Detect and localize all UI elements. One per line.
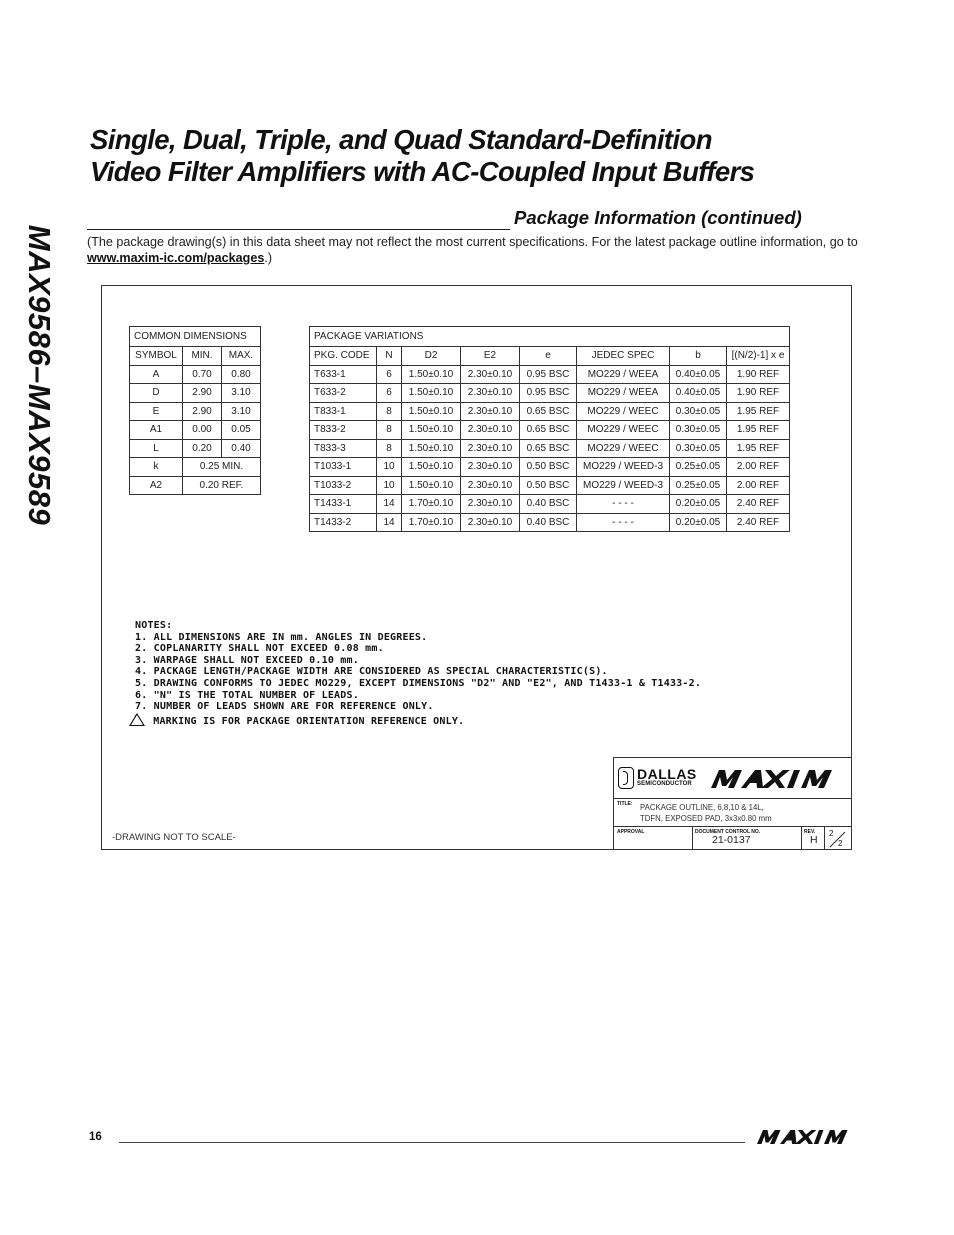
table-cell: MO229 / WEED-3 xyxy=(577,476,670,495)
title-label: TITLE: xyxy=(617,801,633,807)
column-header: e xyxy=(520,347,577,366)
table-cell: k xyxy=(130,458,183,477)
page-number: 16 xyxy=(89,1131,102,1143)
table-row xyxy=(310,402,790,421)
drawing-title-line-2: TDFN, EXPOSED PAD, 3x3x0.80 mm xyxy=(640,814,772,823)
table-cell: 0.05 xyxy=(222,421,261,440)
table-cell: MO229 / WEEC xyxy=(577,421,670,440)
warning-triangle-icon xyxy=(129,713,145,726)
table-cell: 2.90 xyxy=(183,384,222,403)
table-cell: 8 xyxy=(377,421,402,440)
notes xyxy=(135,620,701,727)
column-header: N xyxy=(377,347,402,366)
table-cell: 8 xyxy=(377,439,402,458)
table-cell: 1.70±0.10 xyxy=(402,495,461,514)
approval-cell xyxy=(614,827,693,849)
table-cell: A xyxy=(130,365,183,384)
note-item: 6. "N" IS THE TOTAL NUMBER OF LEADS. xyxy=(135,689,359,701)
column-header: b xyxy=(670,347,727,366)
table-cell: 1.95 REF xyxy=(727,402,790,421)
note-item-8 xyxy=(135,713,701,728)
column-header: SYMBOL xyxy=(130,347,183,366)
side-part-number-text: MAX9586–MAX9589 xyxy=(22,224,57,526)
title-block-bottom-row xyxy=(614,827,851,849)
table-cell: 10 xyxy=(377,476,402,495)
dallas-sub: SEMICONDUCTOR xyxy=(637,781,692,787)
table-row xyxy=(130,384,261,403)
doc-control-number: 21-0137 xyxy=(712,834,751,846)
table-cell: 2.00 REF xyxy=(727,476,790,495)
table-cell: 1.70±0.10 xyxy=(402,513,461,532)
column-header: PKG. CODE xyxy=(310,347,377,366)
table-cell: T633-2 xyxy=(310,384,377,403)
table-cell: 0.40 BSC xyxy=(520,513,577,532)
table-cell: 14 xyxy=(377,513,402,532)
note-8-number: 8 xyxy=(134,713,140,723)
column-header: [(N/2)-1] x e xyxy=(727,347,790,366)
table-row xyxy=(130,365,261,384)
table-cell: 0.25±0.05 xyxy=(670,458,727,477)
table-cell: 10 xyxy=(377,458,402,477)
table-cell: 0.40 xyxy=(222,439,261,458)
page-title-line-1: Single, Dual, Triple, and Quad Standard-Definition xyxy=(90,124,712,155)
table-cell: 0.40±0.05 xyxy=(670,384,727,403)
dallas-word: DALLAS xyxy=(637,766,697,782)
table-cell: 1.90 REF xyxy=(727,384,790,403)
table-cell: 3.10 xyxy=(222,402,261,421)
column-header: E2 xyxy=(461,347,520,366)
table-cell: 0.40 BSC xyxy=(520,495,577,514)
table-cell: 0.65 BSC xyxy=(520,421,577,440)
table-cell: E xyxy=(130,402,183,421)
drawing-not-to-scale: -DRAWING NOT TO SCALE- xyxy=(112,832,236,843)
table-cell: 0.70 xyxy=(183,365,222,384)
table-cell: 0.25±0.05 xyxy=(670,476,727,495)
packages-link[interactable]: www.maxim-ic.com/packages xyxy=(87,251,265,265)
table-cell: T833-1 xyxy=(310,402,377,421)
table-cell: 2.90 xyxy=(183,402,222,421)
table-cell: T1033-1 xyxy=(310,458,377,477)
table-cell: 1.50±0.10 xyxy=(402,421,461,440)
package-drawing-frame xyxy=(101,285,852,850)
table-cell: T1433-2 xyxy=(310,513,377,532)
title-block-logos xyxy=(614,758,851,799)
table-cell: 1.50±0.10 xyxy=(402,439,461,458)
title-block xyxy=(613,757,851,849)
package-variations-table xyxy=(309,326,790,532)
table-cell: 0.95 BSC xyxy=(520,365,577,384)
side-part-number xyxy=(14,210,64,540)
table-cell: - - - - xyxy=(577,513,670,532)
table-cell: T833-3 xyxy=(310,439,377,458)
page-title xyxy=(90,124,890,188)
common-dimensions-caption: COMMON DIMENSIONS xyxy=(130,327,261,347)
table-cell: MO229 / WEEA xyxy=(577,365,670,384)
table-cell: MO229 / WEED-3 xyxy=(577,458,670,477)
table-cell: 2.30±0.10 xyxy=(461,476,520,495)
table-cell: 0.30±0.05 xyxy=(670,402,727,421)
table-cell: 0.65 BSC xyxy=(520,402,577,421)
table-cell: 6 xyxy=(377,384,402,403)
table-cell: T1033-2 xyxy=(310,476,377,495)
table-cell: 2.30±0.10 xyxy=(461,439,520,458)
table-cell: 1.50±0.10 xyxy=(402,476,461,495)
table-cell: 1.90 REF xyxy=(727,365,790,384)
table-cell: 14 xyxy=(377,495,402,514)
table-cell: 2.30±0.10 xyxy=(461,495,520,514)
table-row xyxy=(130,458,261,477)
notes-heading: NOTES: xyxy=(135,620,173,631)
table-row xyxy=(310,476,790,495)
table-cell: 6 xyxy=(377,365,402,384)
table-cell: 0.80 xyxy=(222,365,261,384)
table-cell: 0.95 BSC xyxy=(520,384,577,403)
table-cell: D xyxy=(130,384,183,403)
note-item: 3. WARPAGE SHALL NOT EXCEED 0.10 mm. xyxy=(135,654,359,666)
table-cell: 2.40 REF xyxy=(727,495,790,514)
table-row xyxy=(310,513,790,532)
table-cell: A2 xyxy=(130,476,183,495)
note-item: 7. NUMBER OF LEADS SHOWN ARE FOR REFERENCE ONLY. xyxy=(135,701,434,713)
disclaimer-tail: .) xyxy=(264,251,273,265)
table-cell: 0.30±0.05 xyxy=(670,439,727,458)
table-cell: 0.20 xyxy=(183,439,222,458)
table-cell: 2.40 REF xyxy=(727,513,790,532)
table-row xyxy=(310,365,790,384)
note-item: 2. COPLANARITY SHALL NOT EXCEED 0.08 mm. xyxy=(135,643,384,655)
disclaimer xyxy=(87,234,877,266)
table-row xyxy=(130,421,261,440)
table-cell: - - - - xyxy=(577,495,670,514)
title-block-title-row xyxy=(614,799,851,827)
table-row xyxy=(130,402,261,421)
table-cell: 1.50±0.10 xyxy=(402,402,461,421)
table-cell: T633-1 xyxy=(310,365,377,384)
drawing-title-line-1: PACKAGE OUTLINE, 6,8,10 & 14L, xyxy=(640,803,764,812)
table-cell: 0.20±0.05 xyxy=(670,495,727,514)
table-cell: 2.00 REF xyxy=(727,458,790,477)
table-cell: 1.95 REF xyxy=(727,421,790,440)
drawing-title xyxy=(640,802,772,824)
table-cell: 1.50±0.10 xyxy=(402,384,461,403)
maxim-logo-icon xyxy=(705,768,848,790)
column-header: D2 xyxy=(402,347,461,366)
column-header: MAX. xyxy=(222,347,261,366)
table-row xyxy=(130,476,261,495)
table-cell: T833-2 xyxy=(310,421,377,440)
table-cell: 2.30±0.10 xyxy=(461,402,520,421)
table-cell: 0.40±0.05 xyxy=(670,365,727,384)
table-cell: 0.20 REF. xyxy=(183,476,261,495)
table-cell: 0.65 BSC xyxy=(520,439,577,458)
column-header: MIN. xyxy=(183,347,222,366)
common-dimensions-table xyxy=(129,326,261,495)
table-cell: MO229 / WEEA xyxy=(577,384,670,403)
table-row xyxy=(310,495,790,514)
doc-control-label: DOCUMENT CONTROL NO. xyxy=(695,829,761,835)
sheet-number: 2 xyxy=(829,829,834,838)
disclaimer-text: (The package drawing(s) in this data sheet may not reflect the most current specifications. For the latest package outline information, go to xyxy=(87,235,858,249)
table-cell: 2.30±0.10 xyxy=(461,421,520,440)
approval-label: APPROVAL xyxy=(617,829,645,835)
section-rule xyxy=(87,229,510,230)
table-cell: 1.50±0.10 xyxy=(402,365,461,384)
table-cell: L xyxy=(130,439,183,458)
column-header: JEDEC SPEC xyxy=(577,347,670,366)
revision: H xyxy=(810,834,818,846)
table-row xyxy=(130,439,261,458)
section-title: Package Information (continued) xyxy=(514,207,802,228)
table-row xyxy=(310,439,790,458)
maxim-footer-logo-icon xyxy=(755,1129,863,1145)
table-row xyxy=(310,384,790,403)
note-item: 5. DRAWING CONFORMS TO JEDEC MO229, EXCEPT DIMENSIONS "D2" AND "E2", AND T1433-1 & T1433-2. xyxy=(135,677,702,689)
table-cell: 2.30±0.10 xyxy=(461,384,520,403)
table-cell: 2.30±0.10 xyxy=(461,458,520,477)
table-cell: A1 xyxy=(130,421,183,440)
table-row xyxy=(310,421,790,440)
table-cell: T1433-1 xyxy=(310,495,377,514)
page-title-line-2: Video Filter Amplifiers with AC-Coupled Input Buffers xyxy=(90,156,755,187)
table-cell: 0.00 xyxy=(183,421,222,440)
dallas-mark-icon xyxy=(618,767,634,789)
note-8-text: MARKING IS FOR PACKAGE ORIENTATION REFERENCE ONLY. xyxy=(153,715,465,727)
note-item: 4. PACKAGE LENGTH/PACKAGE WIDTH ARE CONSIDERED AS SPECIAL CHARACTERISTIC(S). xyxy=(135,666,608,678)
dallas-logo xyxy=(618,767,703,791)
table-cell: MO229 / WEEC xyxy=(577,439,670,458)
table-cell: 2.30±0.10 xyxy=(461,365,520,384)
note-item: 1. ALL DIMENSIONS ARE IN mm. ANGLES IN DEGREES. xyxy=(135,631,428,643)
table-cell: 0.25 MIN. xyxy=(183,458,261,477)
sheet-total: 2 xyxy=(838,839,843,848)
rev-label: REV. xyxy=(804,829,816,835)
table-cell: 1.50±0.10 xyxy=(402,458,461,477)
table-cell: 8 xyxy=(377,402,402,421)
table-cell: MO229 / WEEC xyxy=(577,402,670,421)
table-cell: 0.20±0.05 xyxy=(670,513,727,532)
table-row xyxy=(310,458,790,477)
table-cell: 0.50 BSC xyxy=(520,476,577,495)
table-cell: 0.30±0.05 xyxy=(670,421,727,440)
table-cell: 3.10 xyxy=(222,384,261,403)
package-variations-caption: PACKAGE VARIATIONS xyxy=(310,327,790,347)
footer-rule xyxy=(119,1142,745,1143)
table-cell: 0.50 BSC xyxy=(520,458,577,477)
table-cell: 2.30±0.10 xyxy=(461,513,520,532)
table-cell: 1.95 REF xyxy=(727,439,790,458)
